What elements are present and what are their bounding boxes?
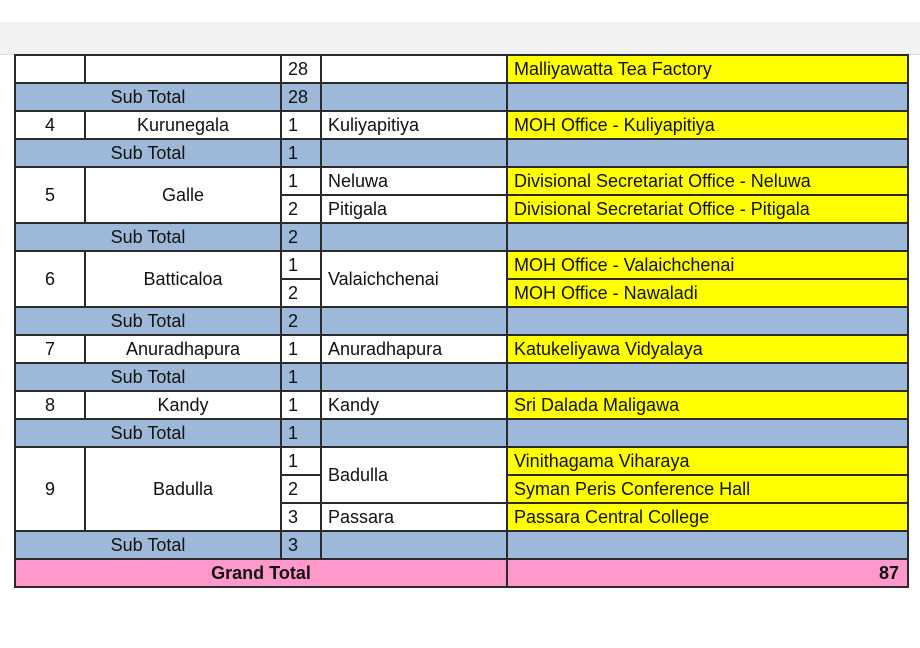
cell-location: Vinithagama Viharaya xyxy=(507,447,908,475)
table-row xyxy=(15,447,908,475)
cell-district: Kurunegala xyxy=(85,111,281,139)
cell-count: 1 xyxy=(281,167,321,195)
subtotal-empty xyxy=(321,531,507,559)
cell-location: MOH Office - Nawaladi xyxy=(507,279,908,307)
cell-division: Valaichchenai xyxy=(321,251,507,307)
subtotal-label: Sub Total xyxy=(15,223,281,251)
cell-no: 5 xyxy=(15,167,85,223)
subtotal-row xyxy=(15,139,908,167)
cell-location: Passara Central College xyxy=(507,503,908,531)
cell-no: 7 xyxy=(15,335,85,363)
table-row xyxy=(15,335,908,363)
cell-division: Kuliyapitiya xyxy=(321,111,507,139)
table-row xyxy=(15,167,908,195)
subtotal-empty xyxy=(507,83,908,111)
grand-total-value: 87 xyxy=(507,559,908,587)
cell-location: Katukeliyawa Vidyalaya xyxy=(507,335,908,363)
cell-district: Anuradhapura xyxy=(85,335,281,363)
table-row xyxy=(15,251,908,279)
cell-count: 3 xyxy=(281,503,321,531)
subtotal-label: Sub Total xyxy=(15,363,281,391)
subtotal-label: Sub Total xyxy=(15,307,281,335)
table-row xyxy=(15,391,908,419)
cell-no xyxy=(15,55,85,83)
cell-no: 4 xyxy=(15,111,85,139)
cell-division: Passara xyxy=(321,503,507,531)
subtotal-empty xyxy=(507,363,908,391)
subtotal-empty xyxy=(321,83,507,111)
cell-count: 1 xyxy=(281,447,321,475)
distribution-table xyxy=(14,54,909,588)
subtotal-row xyxy=(15,531,908,559)
cell-district: Kandy xyxy=(85,391,281,419)
cell-division: Neluwa xyxy=(321,167,507,195)
subtotal-empty xyxy=(321,139,507,167)
cell-location: Malliyawatta Tea Factory xyxy=(507,55,908,83)
subtotal-label: Sub Total xyxy=(15,83,281,111)
table-row xyxy=(15,111,908,139)
subtotal-empty xyxy=(321,363,507,391)
subtotal-empty xyxy=(507,531,908,559)
cell-count: 2 xyxy=(281,475,321,503)
cell-no: 8 xyxy=(15,391,85,419)
subtotal-value: 3 xyxy=(281,531,321,559)
cell-count: 1 xyxy=(281,391,321,419)
subtotal-empty xyxy=(321,307,507,335)
cell-district: Galle xyxy=(85,167,281,223)
cell-count: 1 xyxy=(281,111,321,139)
cell-district: Batticaloa xyxy=(85,251,281,307)
cell-count: 1 xyxy=(281,251,321,279)
subtotal-label: Sub Total xyxy=(15,139,281,167)
cell-division: Kandy xyxy=(321,391,507,419)
viewer-status-strip xyxy=(0,0,920,22)
subtotal-empty xyxy=(507,139,908,167)
cell-location: MOH Office - Valaichchenai xyxy=(507,251,908,279)
subtotal-row xyxy=(15,223,908,251)
cell-no: 6 xyxy=(15,251,85,307)
cell-count: 2 xyxy=(281,279,321,307)
subtotal-row xyxy=(15,363,908,391)
cell-location: Syman Peris Conference Hall xyxy=(507,475,908,503)
grand-total-label: Grand Total xyxy=(15,559,507,587)
subtotal-label: Sub Total xyxy=(15,531,281,559)
subtotal-empty xyxy=(507,419,908,447)
cell-district: Badulla xyxy=(85,447,281,531)
subtotal-value: 28 xyxy=(281,83,321,111)
cell-location: Divisional Secretariat Office - Neluwa xyxy=(507,167,908,195)
cell-division: Badulla xyxy=(321,447,507,503)
cell-count: 28 xyxy=(281,55,321,83)
subtotal-empty xyxy=(507,223,908,251)
cell-district xyxy=(85,55,281,83)
subtotal-row xyxy=(15,419,908,447)
subtotal-value: 1 xyxy=(281,363,321,391)
subtotal-value: 1 xyxy=(281,139,321,167)
cell-no: 9 xyxy=(15,447,85,531)
cell-count: 2 xyxy=(281,195,321,223)
cell-location: Sri Dalada Maligawa xyxy=(507,391,908,419)
subtotal-row xyxy=(15,307,908,335)
cell-count: 1 xyxy=(281,335,321,363)
cell-location: MOH Office - Kuliyapitiya xyxy=(507,111,908,139)
cell-division xyxy=(321,55,507,83)
cell-division: Anuradhapura xyxy=(321,335,507,363)
cell-division: Pitigala xyxy=(321,195,507,223)
table-row xyxy=(15,55,908,83)
subtotal-empty xyxy=(321,223,507,251)
grand-total-row xyxy=(15,559,908,587)
subtotal-empty xyxy=(321,419,507,447)
subtotal-row xyxy=(15,83,908,111)
subtotal-value: 2 xyxy=(281,223,321,251)
cell-location: Divisional Secretariat Office - Pitigala xyxy=(507,195,908,223)
subtotal-value: 1 xyxy=(281,419,321,447)
subtotal-value: 2 xyxy=(281,307,321,335)
subtotal-label: Sub Total xyxy=(15,419,281,447)
subtotal-empty xyxy=(507,307,908,335)
viewer-top-bar xyxy=(0,0,920,55)
